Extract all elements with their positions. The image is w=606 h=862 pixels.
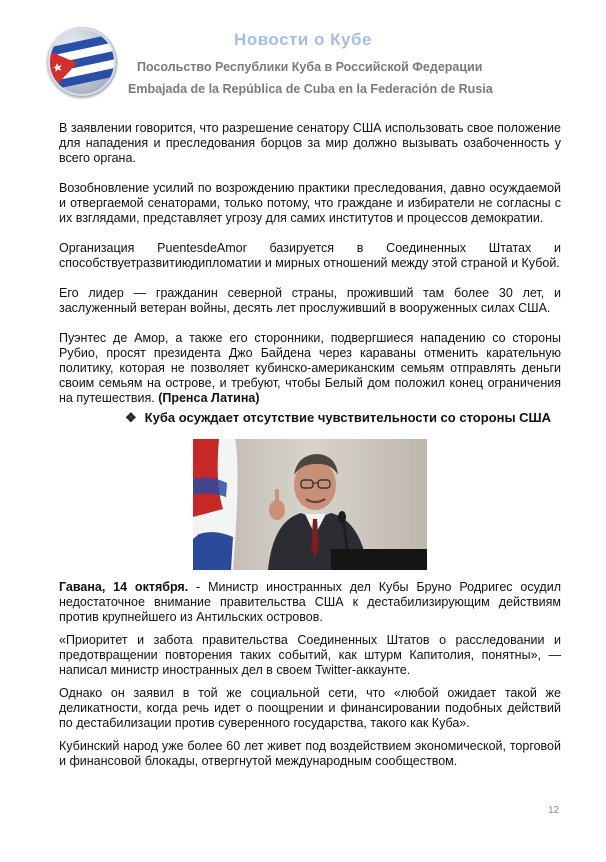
article-paragraph: Однако он заявил в той же социальной сети, что «любой ожидает такой же деликатности, когда речь идет о поощрении и финансировании подобных действий по дестабилизации против суверенного государства, такого как Куба». (59, 686, 561, 730)
article-paragraph: Возобновление усилий по возрождению практики преследования, давно осуждаемой и отвергаемой сенаторами, только потому, что граждане и избиратели не согласны с их взглядами, представляет угрозу для самих институтов и процессов демократии. (59, 181, 561, 225)
page-header (0, 0, 606, 110)
article-body (59, 580, 561, 769)
page-number: 12 (548, 805, 560, 816)
article-paragraph: В заявлении говорится, что разрешение сенатору США использовать свое положение для нападения и преследования борцов за мир должно вызывать озабоченность у всего органа. (59, 121, 561, 165)
embassy-name-ru: Посольство Республики Куба в Российской Федерации (137, 60, 483, 74)
lead-text: - Министр иностранных дел Кубы Бруно Родригес осудил недостаточное внимание правительства США к дестабилизирующим действиям против крупнейшего из Антильских островов. (59, 580, 561, 624)
article-lead (59, 580, 561, 625)
article-paragraph-text: Пуэнтес де Амор, а также его сторонники, подвергшиеся нападению со стороны Рубио, просят президента Джо Байдена через караваны отменить карательную политику, которая не позволяет кубинско-американским семьям отправлять деньги своим семьям на острове, и требуют, чтобы Белый дом положил конец ограничения на путешествия. (59, 331, 561, 405)
source-credit: (Пренса Латина) (158, 391, 260, 405)
newsletter-title: Новости о Кубе (234, 30, 372, 49)
article-heading (125, 410, 551, 426)
article-paragraph: «Приоритет и забота правительства Соединенных Штатов о расследовании и предотвращении повторения таких событий, как штурм Капитолия, понятны», — написал министр иностранных дел в своем Twitter-аккаунте. (59, 633, 561, 677)
article-photo (193, 439, 427, 570)
article-paragraph: Организация PuentesdeAmor базируется в Соединенных Штатах и способствуетразвитиюдипломатии и мирных отношений между этой страной и Кубой. (59, 241, 561, 270)
article-continued (59, 121, 561, 406)
article-paragraph: Его лидер — гражданин северной страны, проживший там более 30 лет, и заслуженный ветеран войны, десять лет прослуживший в вооруженных силах США. (59, 286, 561, 315)
article-paragraph: Кубинский народ уже более 60 лет живет под воздействием экономической, торговой и финансовой блокады, отвергнутой международным сообществом. (59, 739, 561, 768)
embassy-name-es: Embajada de la República de Cuba en la Federación de Rusia (128, 82, 493, 96)
article-paragraph-final (59, 331, 561, 406)
dateline: Гавана, 14 октября. (59, 580, 189, 594)
article-heading-text: Куба осуждает отсутствие чувствительности со стороны США (144, 410, 551, 425)
diamond-bullet-icon: ❖ (125, 410, 137, 425)
